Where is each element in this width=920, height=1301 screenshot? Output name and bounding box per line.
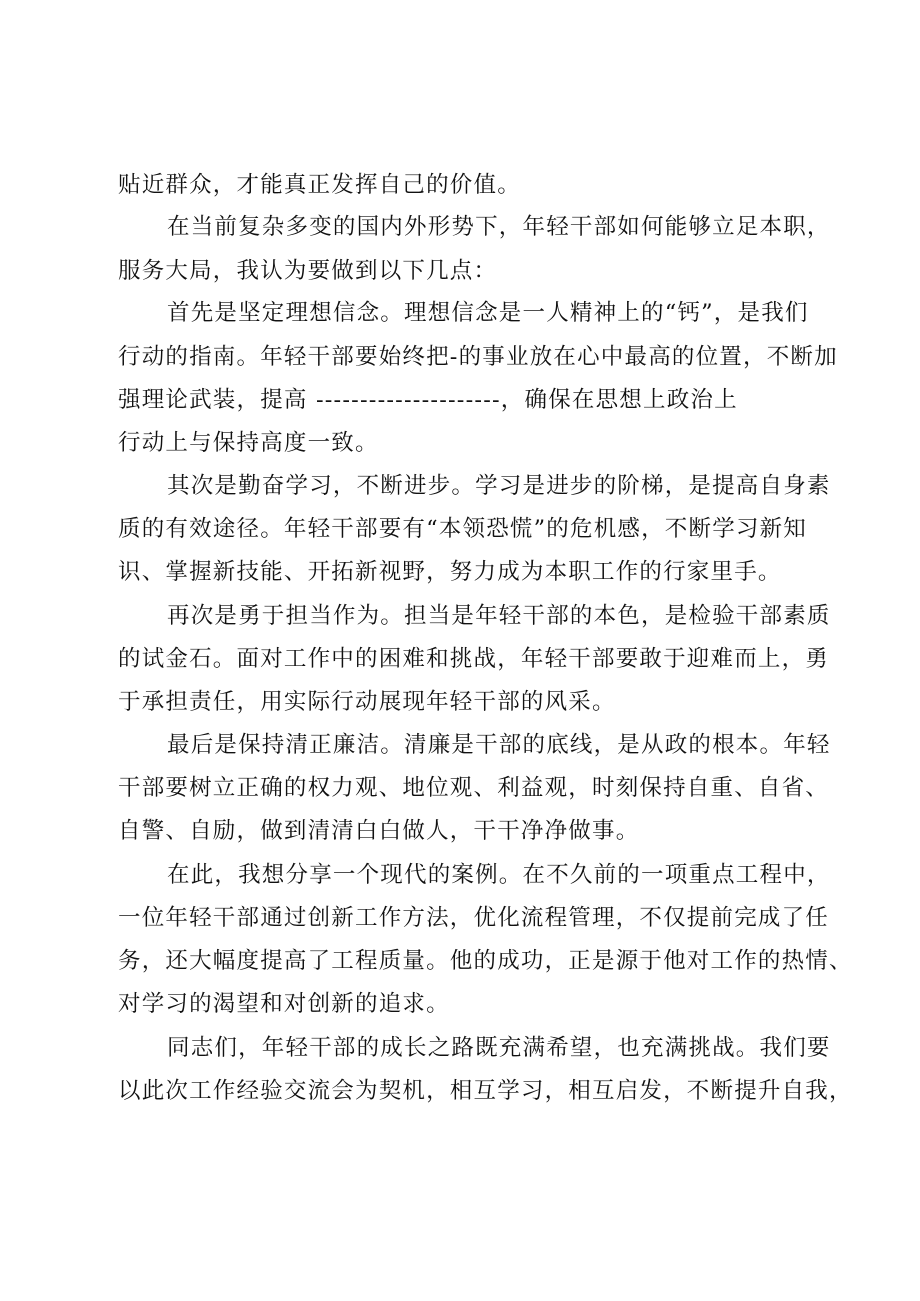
text-line-7: 行动上与保持高度一致。	[118, 430, 379, 456]
text-line-10: 识、掌握新技能、开拓新视野，努力成为本职工作的行家里手。	[118, 559, 782, 585]
text-line-1: 贴近群众，才能真正发挥自己的价值。	[118, 172, 521, 198]
text-line-20: 对学习的渴望和对创新的追求。	[118, 991, 450, 1017]
text-line-8: 其次是勤奋学习，不断进步。学习是进步的阶梯，是提高自身素	[167, 473, 831, 499]
text-line-14: 最后是保持清正廉洁。清廉是干部的底线，是从政的根本。年轻	[167, 732, 831, 758]
text-line-22: 以此次工作经验交流会为契机，相互学习，相互启发，不断提升自我，	[118, 1078, 853, 1104]
text-line-11: 再次是勇于担当作为。担当是年轻干部的本色，是检验干部素质	[167, 603, 831, 629]
text-line-18: 一位年轻干部通过创新工作方法，优化流程管理，不仅提前完成了任	[118, 905, 830, 931]
text-line-13: 于承担责任，用实际行动展现年轻干部的风采。	[118, 689, 616, 715]
text-line-4: 首先是坚定理想信念。理想信念是一人精神上的“钙”，是我们	[167, 300, 809, 326]
text-line-16: 自警、自励，做到清清白白做人，干干净净做事。	[118, 818, 640, 844]
text-line-3: 服务大局，我认为要做到以下几点：	[118, 258, 498, 284]
text-line-9: 质的有效途径。年轻干部要有“本领恐慌”的危机感，不断学习新知	[118, 516, 808, 542]
text-line-2: 在当前复杂多变的国内外形势下，年轻干部如何能够立足本职，	[167, 214, 831, 240]
text-line-15: 干部要树立正确的权力观、地位观、利益观，时刻保持自重、自省、	[118, 775, 830, 801]
text-line-6: 强理论武装，提高 ---------------------，确保在思想上政治上	[118, 387, 738, 413]
text-line-12: 的试金石。面对工作中的困难和挑战，年轻干部要敢于迎难而上，勇	[118, 646, 830, 672]
text-line-19: 务，还大幅度提高了工程质量。他的成功，正是源于他对工作的热情、	[118, 948, 853, 974]
text-line-21: 同志们，年轻干部的成长之路既充满希望，也充满挑战。我们要	[167, 1035, 831, 1061]
text-line-17: 在此，我想分享一个现代的案例。在不久前的一项重点工程中，	[167, 862, 831, 888]
text-line-5: 行动的指南。年轻干部要始终把-的事业放在心中最高的位置，不断加	[118, 344, 838, 370]
